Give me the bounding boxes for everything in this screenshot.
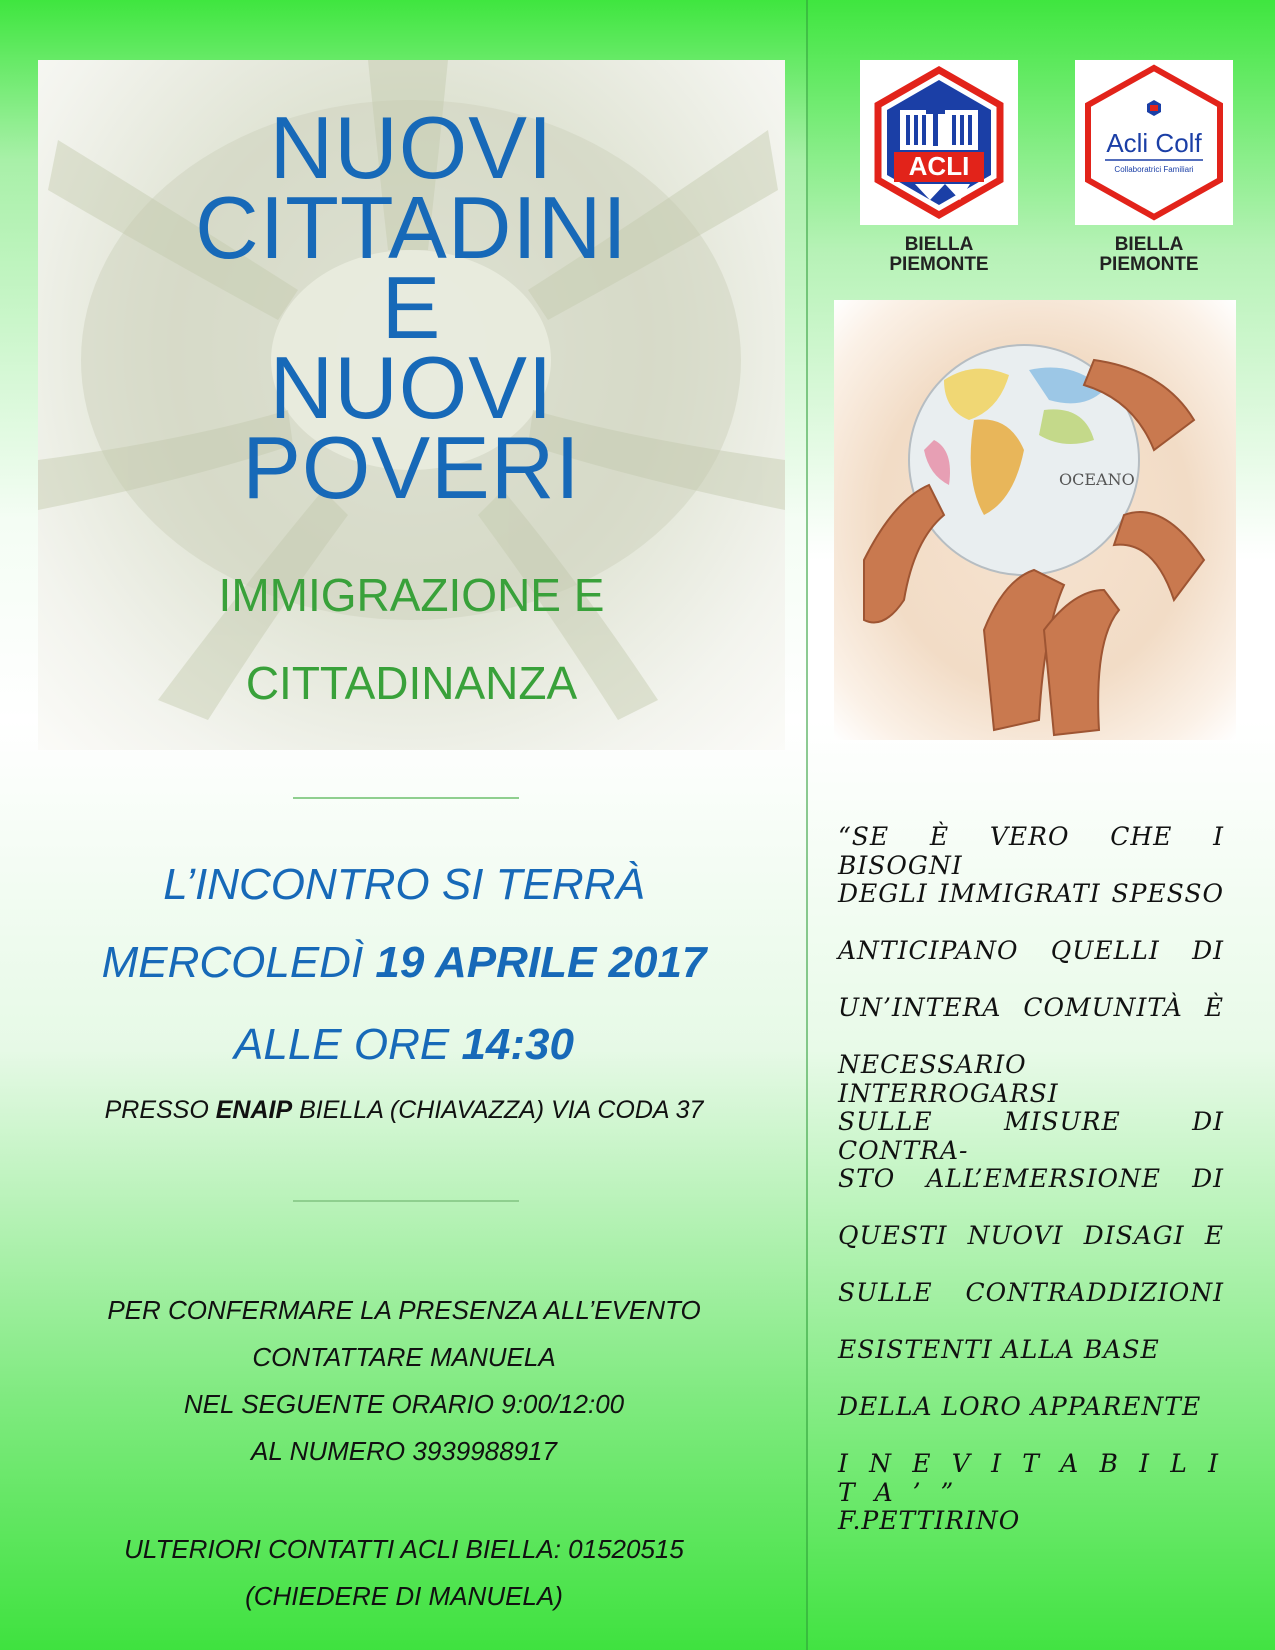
event-time-prefix: ALLE ORE [234, 1020, 462, 1069]
event-time: 14:30 [461, 1020, 574, 1069]
subtitle-line-2: CITTADINANZA [245, 657, 578, 709]
acli-colf-hexagon-icon [1075, 60, 1233, 225]
quote-line: STO ALL’EMERSIONE DI [838, 1164, 1224, 1193]
separator-bottom [293, 1200, 519, 1202]
acli-caption [854, 235, 1024, 275]
address-suffix: BIELLA (CHIAVAZZA) VIA CODA 37 [292, 1096, 704, 1124]
quote-author: F.PETTIRINO [838, 1506, 1021, 1535]
contact-line-3: NEL SEGUENTE ORARIO 9:00/12:00 [183, 1389, 625, 1419]
contact-line-2: CONTATTARE MANUELA [252, 1342, 556, 1372]
hero-banner [38, 60, 785, 750]
acli-colf-caption-region: PIEMONTE [1099, 254, 1199, 275]
address-venue: ENAIP [215, 1096, 293, 1124]
event-date-line [0, 938, 808, 988]
event-day: MERCOLEDÌ [101, 938, 376, 987]
quote-line: DEGLI IMMIGRATI SPESSO [838, 879, 1224, 908]
quote-line: SULLE CONTRADDIZIONI [838, 1278, 1224, 1307]
quote-line: DELLA LORO APPARENTE [838, 1392, 1202, 1421]
title-line-3: E [381, 258, 442, 357]
quote-line: “SE È VERO CHE I BISOGNI [838, 822, 1224, 880]
contact-extra-1: ULTERIORI CONTATTI ACLI BIELLA: 01520515 [124, 1534, 684, 1564]
acli-caption-region: PIEMONTE [889, 254, 989, 275]
quote-line: I N E V I T A B I L I T A ’ ” [838, 1449, 1224, 1507]
quote-line: NECESSARIO INTERROGARSI [838, 1050, 1059, 1108]
title-line-5: POVERI [242, 418, 581, 517]
event-date: 19 APRILE 2017 [375, 938, 707, 987]
quote-line: UN’INTERA COMUNITÀ È [838, 993, 1224, 1022]
hands-holding-globe-image [834, 300, 1236, 740]
globe-ocean-label: OCEANO [1059, 470, 1135, 489]
title-line-1: NUOVI [269, 98, 554, 197]
acli-logo-text: ACLI [908, 151, 970, 181]
event-time-line [0, 1020, 808, 1070]
acli-caption-city: BIELLA [904, 234, 974, 255]
contact-line-4: AL NUMERO 3939988917 [251, 1436, 557, 1466]
acli-logo [860, 60, 1018, 225]
quote-line: ESISTENTI ALLA BASE [838, 1335, 1160, 1364]
title-line-2: CITTADINI [195, 178, 628, 277]
quote-line: QUESTI NUOVI DISAGI E [838, 1221, 1224, 1250]
acli-colf-subtitle: Collaboratrici Familiari [1114, 165, 1194, 174]
acli-colf-caption [1064, 235, 1234, 275]
event-intro: L’INCONTRO SI TERRÀ [163, 860, 645, 909]
acli-colf-caption-city: BIELLA [1114, 234, 1184, 255]
event-address [0, 1096, 808, 1125]
contact-extra-2: (CHIEDERE DI MANUELA) [245, 1581, 563, 1611]
quote-line: ANTICIPANO QUELLI DI [838, 936, 1224, 965]
subtitle-line-1: IMMIGRAZIONE E [218, 569, 605, 621]
acli-colf-logo [1075, 60, 1233, 225]
title-line-4: NUOVI [269, 338, 554, 437]
quote-line: SULLE MISURE DI CONTRA- [838, 1107, 1224, 1165]
acli-colf-title: Acli Colf [1106, 128, 1202, 158]
address-prefix: PRESSO [104, 1096, 216, 1124]
acli-hexagon-icon [860, 60, 1018, 225]
separator-top [293, 797, 519, 799]
contact-line-1: PER CONFERMARE LA PRESENZA ALL’EVENTO [107, 1295, 701, 1325]
